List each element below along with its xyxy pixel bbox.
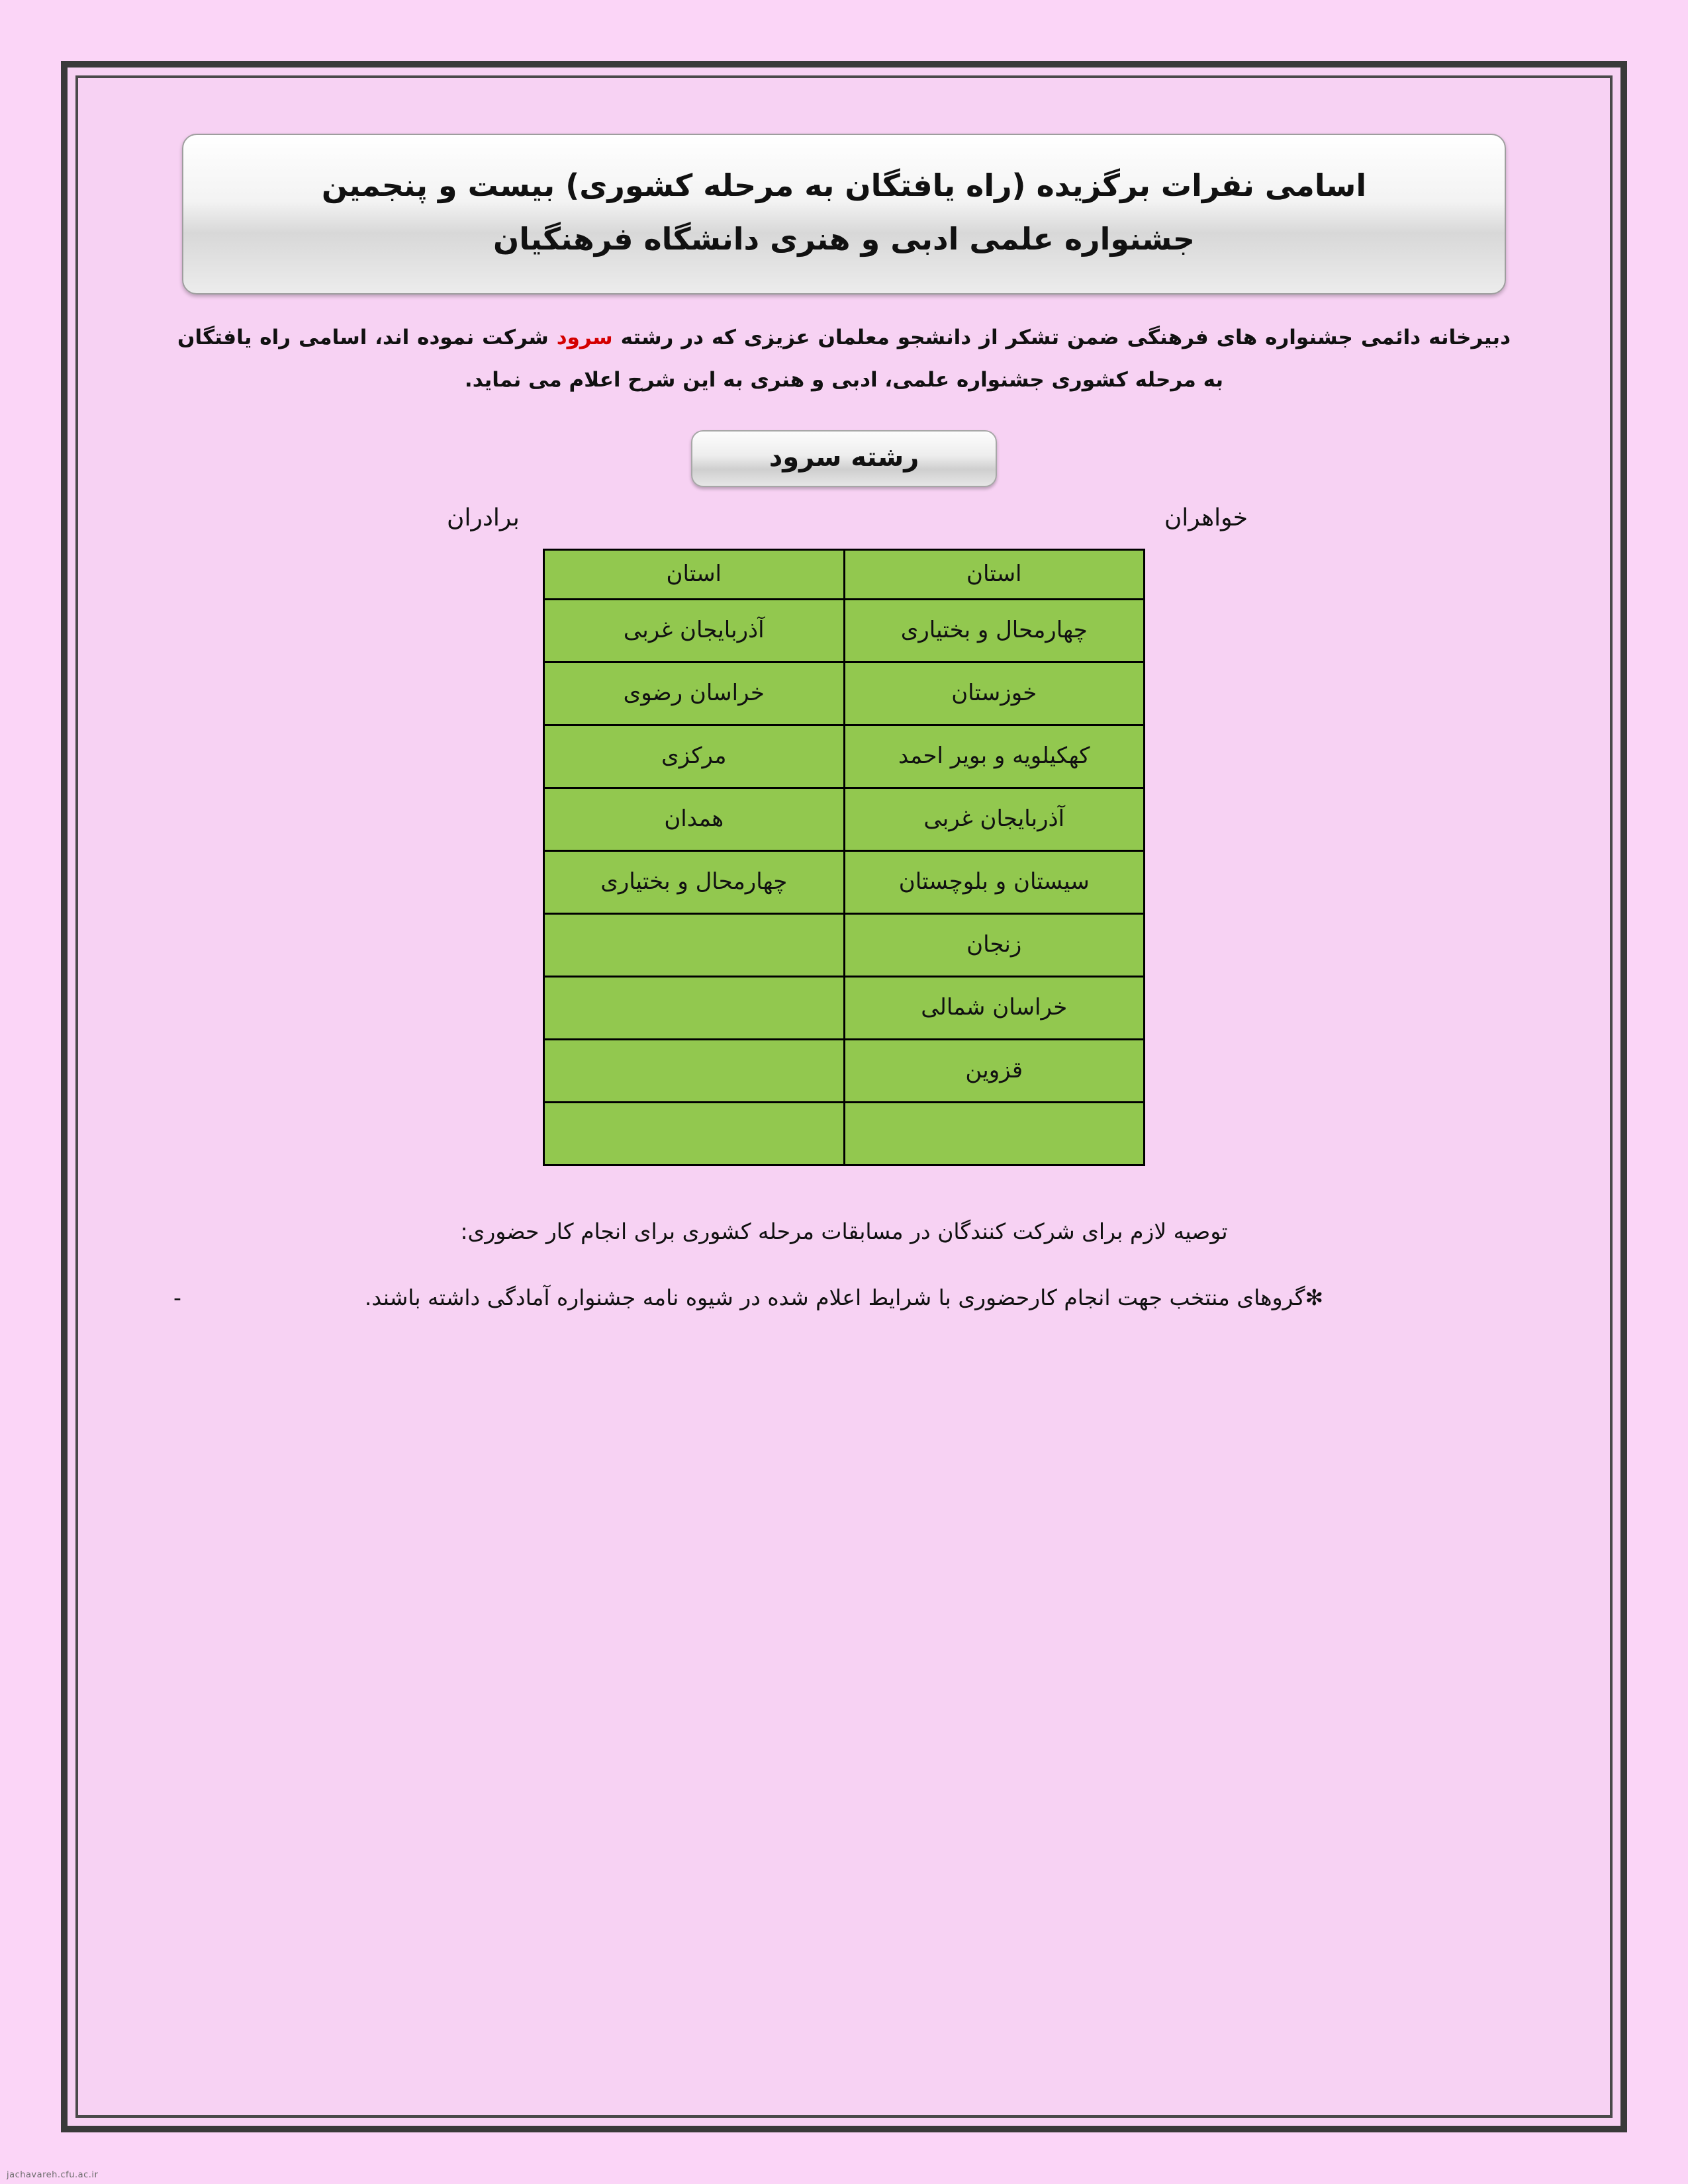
column-captions bbox=[328, 504, 1360, 531]
page-border-outer bbox=[61, 61, 1627, 2132]
page-title-line-2: جشنواره علمی ادبی و هنری دانشگاه فرهنگیان bbox=[493, 220, 1195, 257]
intro-paragraph bbox=[177, 317, 1511, 401]
results-table-wrapper bbox=[543, 549, 1145, 1166]
table-row bbox=[544, 725, 1145, 788]
cell-sisters-province: قزوین bbox=[844, 1040, 1145, 1103]
page-title-line-1: اسامی نفرات برگزیده (راه یافتگان به مرحله کشوری) بیست و پنجمین bbox=[321, 167, 1367, 203]
site-watermark: jachavareh.cfu.ac.ir bbox=[7, 2170, 99, 2180]
note-dash-marker: - bbox=[173, 1285, 181, 1311]
cell-sisters-province: کهکیلویه و بویر احمد bbox=[844, 725, 1145, 788]
cell-sisters-province: خراسان شمالی bbox=[844, 977, 1145, 1040]
note-heading: توصیه لازم برای شرکت کنندگان در مسابقات مرحله کشوری برای انجام کار حضوری: bbox=[460, 1218, 1228, 1245]
cell-brothers-province bbox=[544, 914, 845, 977]
table-row bbox=[544, 977, 1145, 1040]
column-header-brothers: استان bbox=[544, 550, 845, 600]
cell-sisters-province: سیستان و بلوچستان bbox=[844, 851, 1145, 914]
document-content bbox=[167, 107, 1521, 2113]
cell-brothers-province bbox=[544, 977, 845, 1040]
cell-sisters-province bbox=[844, 1103, 1145, 1165]
note-body-wrapper bbox=[167, 1276, 1521, 1320]
table-row bbox=[544, 914, 1145, 977]
intro-accent-term: سرود bbox=[556, 326, 613, 349]
table-row bbox=[544, 600, 1145, 662]
table-row bbox=[544, 662, 1145, 725]
cell-brothers-province: آذربایجان غربی bbox=[544, 600, 845, 662]
caption-brothers: برادران bbox=[447, 504, 520, 532]
results-table bbox=[543, 549, 1145, 1166]
table-row bbox=[544, 788, 1145, 851]
title-plaque bbox=[182, 134, 1506, 295]
table-header-row bbox=[544, 550, 1145, 600]
cell-brothers-province: همدان bbox=[544, 788, 845, 851]
footer-notes bbox=[167, 1210, 1521, 1320]
category-pill-wrapper bbox=[167, 430, 1521, 487]
cell-brothers-province: مرکزی bbox=[544, 725, 845, 788]
intro-part-2: شرکت نموده اند، اسامی راه یافتگان به مرحله کشوری جشنواره علمی، ادبی و هنری به این شرح اعلام می نماید. bbox=[177, 326, 1224, 392]
cell-sisters-province: چهارمحال و بختیاری bbox=[844, 600, 1145, 662]
cell-brothers-province: چهارمحال و بختیاری bbox=[544, 851, 845, 914]
cell-brothers-province bbox=[544, 1103, 845, 1165]
cell-sisters-province: زنجان bbox=[844, 914, 1145, 977]
table-row bbox=[544, 851, 1145, 914]
intro-part-1: دبیرخانه دائمی جشنواره های فرهنگی ضمن تشکر از دانشجو معلمان عزیزی که در رشته bbox=[612, 326, 1511, 349]
note-body: ✻گروهای منتخب جهت انجام کارحضوری با شرایط اعلام شده در شیوه نامه جشنواره آمادگی داشته باشند. bbox=[364, 1285, 1324, 1311]
cell-sisters-province: خوزستان bbox=[844, 662, 1145, 725]
cell-brothers-province: خراسان رضوی bbox=[544, 662, 845, 725]
table-row bbox=[544, 1103, 1145, 1165]
cell-brothers-province bbox=[544, 1040, 845, 1103]
category-pill: رشته سرود bbox=[691, 430, 997, 487]
column-header-sisters: استان bbox=[844, 550, 1145, 600]
cell-sisters-province: آذربایجان غربی bbox=[844, 788, 1145, 851]
table-row bbox=[544, 1040, 1145, 1103]
caption-sisters: خواهران bbox=[1164, 504, 1248, 532]
